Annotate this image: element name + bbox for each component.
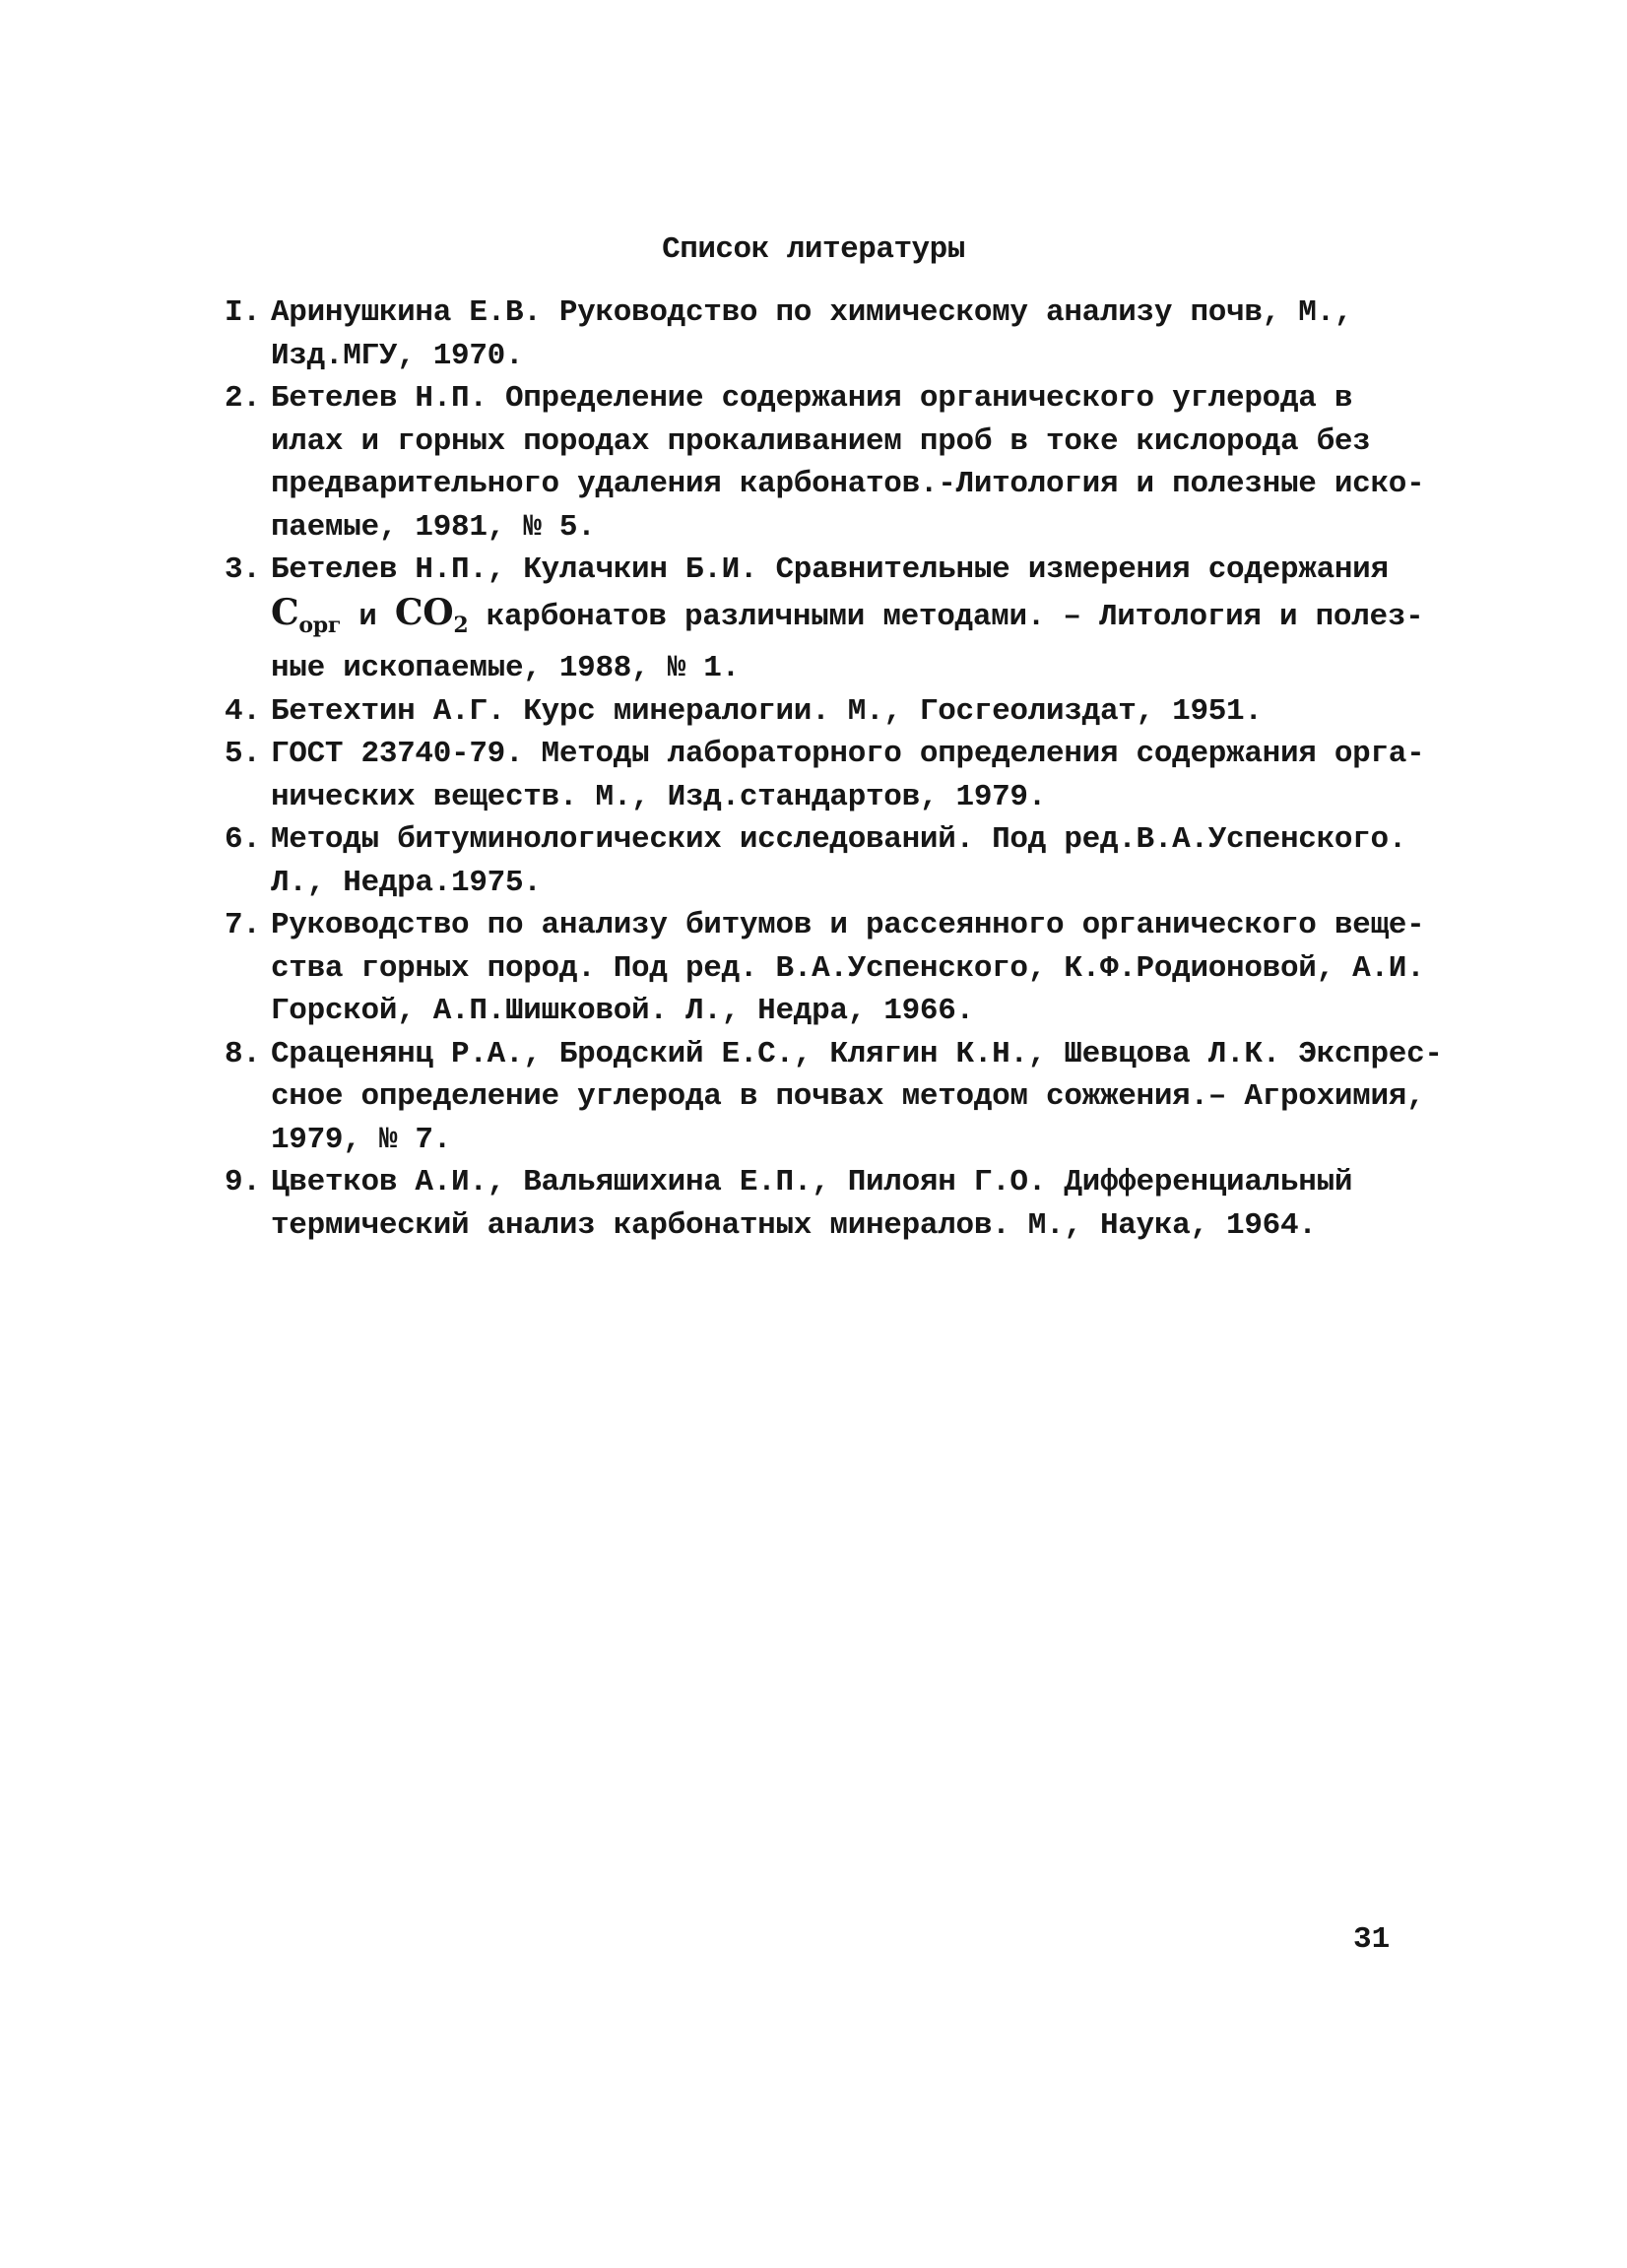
reference-item <box>225 1033 1446 1162</box>
reference-line: Цветков А.И., Вальяшихина Е.П., Пилоян Г.О. Дифференциальный <box>271 1165 1353 1200</box>
reference-number: 4. <box>225 693 261 729</box>
reference-line: Руководство по анализу битумов и рассеянного органического веще- <box>271 908 1425 943</box>
reference-line: ства горных пород. Под ред. В.А.Успенского, К.Ф.Родионовой, А.И. <box>271 950 1425 986</box>
reference-number: 7. <box>225 908 261 943</box>
reference-line: Л., Недра.1975. <box>271 865 542 900</box>
reference-line: Горской, А.П.Шишковой. Л., Недра, 1966. <box>271 994 974 1029</box>
reference-number: 6. <box>225 822 261 858</box>
reference-item <box>225 377 1446 549</box>
reference-number: 8. <box>225 1036 261 1071</box>
reference-line: 1979, № 7. <box>271 1122 452 1157</box>
reference-line: Бетехтин А.Г. Курс минералогии. М., Госгеолиздат, 1951. <box>271 693 1263 729</box>
reference-list <box>225 292 1446 1247</box>
reference-line: ГОСТ 23740-79. Методы лабораторного определения содержания орга- <box>271 737 1425 772</box>
reference-line: Сраценянц Р.А., Бродский Е.С., Клягин К.Н., Шевцова Л.К. Экспрес- <box>271 1036 1443 1071</box>
reference-line: нических веществ. М., Изд.стандартов, 1979. <box>271 779 1047 814</box>
reference-number: I. <box>225 295 261 330</box>
reference-item <box>225 904 1446 1033</box>
reference-line-formula: $C_{орг}$ и $CO_2$ карбонатов различными методами. – Литология и полез- <box>271 591 1424 638</box>
reference-item <box>225 733 1446 818</box>
reference-number: 9. <box>225 1165 261 1200</box>
reference-line: ные ископаемые, 1988, № 1. <box>271 651 740 686</box>
page-title: Список литературы <box>662 232 965 267</box>
reference-line: Бетелев Н.П., Кулачкин Б.И. Сравнительные измерения содержания <box>271 552 1389 587</box>
reference-line: предварительного удаления карбонатов.-Литология и полезные иско- <box>271 467 1425 501</box>
reference-line: паемые, 1981, № 5. <box>271 509 596 545</box>
reference-number: 5. <box>225 737 261 772</box>
reference-line: сное определение углерода в почвах методом сожжения.– Агрохимия, <box>271 1079 1425 1115</box>
reference-item <box>225 690 1446 734</box>
reference-number: 2. <box>225 381 261 416</box>
carbon-dioxide-symbol: $CO_2$ <box>394 591 469 638</box>
reference-item <box>225 1161 1446 1247</box>
reference-item <box>225 818 1446 904</box>
reference-line: Изд.МГУ, 1970. <box>271 338 524 373</box>
page-number: 31 <box>1353 1922 1391 1957</box>
reference-item <box>225 292 1446 377</box>
reference-line: Бетелев Н.П. Определение содержания органического углерода в <box>271 381 1353 416</box>
carbon-organic-symbol: $C_{орг}$ <box>271 591 341 638</box>
reference-line: Аринушкина Е.В. Руководство по химическому анализу почв, М., <box>271 295 1353 330</box>
reference-line: Методы битуминологических исследований. Под ред.В.А.Успенского. <box>271 822 1407 858</box>
reference-line: термический анализ карбонатных минералов. М., Наука, 1964. <box>271 1207 1317 1243</box>
reference-line: илах и горных породах прокаливанием проб в токе кислорода без <box>271 423 1371 459</box>
reference-number: 3. <box>225 552 261 587</box>
reference-item <box>225 549 1446 690</box>
